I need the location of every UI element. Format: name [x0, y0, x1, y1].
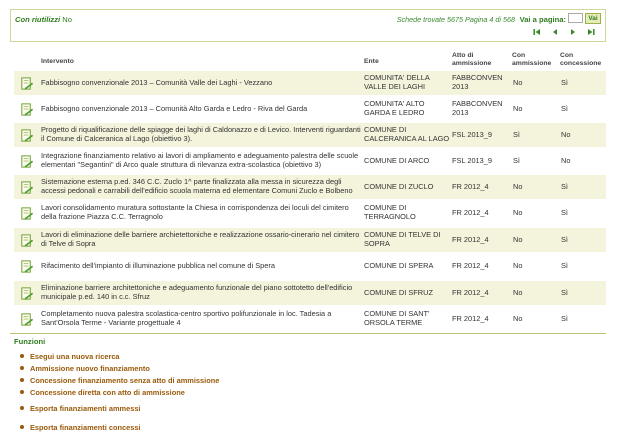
- row-action-cell: [16, 97, 36, 121]
- table-row: [14, 71, 606, 95]
- cell-ente: COMUNE DI SPERA: [364, 260, 434, 270]
- cell-con-concessione: Sì: [561, 313, 568, 323]
- row-action-cell: [16, 254, 36, 278]
- cell-con-concessione: Sì: [561, 77, 568, 87]
- filter-summary: [15, 15, 72, 24]
- column-header-ente: Ente: [364, 58, 379, 65]
- cell-intervento: Integrazione finanziamento relativo ai lavori di ampliamento e adeguamento palestra delle scuole elementari "Segantini" di Arco quale struttura di rilevanza extra-scolastica (obiettivo 3): [41, 151, 359, 169]
- cell-atto: FR 2012_4: [452, 260, 489, 270]
- cell-ente: COMUNE DI CALCERANICA AL LAGO: [364, 125, 450, 143]
- cell-con-ammissione: Sì: [513, 155, 520, 165]
- cell-intervento: Lavori di eliminazione delle barriere archietettoniche e realizzazione ossario-cinerario nel cimitero di Telve di Sopra: [41, 230, 360, 248]
- row-action-cell: [16, 228, 36, 252]
- cell-atto: FR 2012_4: [452, 313, 489, 323]
- table-bottom-divider: [10, 333, 606, 334]
- cell-atto: FR 2012_4: [452, 207, 489, 217]
- link-esporta-ammessi[interactable]: Esporta finanziamenti ammessi: [30, 404, 141, 413]
- cell-con-ammissione: No: [513, 260, 523, 270]
- edit-document-icon[interactable]: [19, 312, 34, 327]
- cell-con-concessione: Sì: [561, 260, 568, 270]
- cell-ente: COMUNE DI TELVE DI SOPRA: [364, 230, 441, 248]
- table-row: [14, 254, 606, 278]
- cell-atto: FR 2012_4: [452, 181, 489, 191]
- cell-con-ammissione: No: [513, 207, 523, 217]
- filter-label: Con riutilizzi: [15, 15, 61, 24]
- cell-atto: FABBCONVEN 2013: [452, 73, 503, 91]
- table-row: [14, 281, 606, 305]
- row-action-cell: [16, 201, 36, 225]
- pager-nav: [533, 28, 595, 36]
- cell-ente: COMUNE DI SFRUZ: [364, 287, 433, 297]
- cell-ente: COMUNITA' DELLA VALLE DEI LAGHI: [364, 73, 430, 91]
- goto-page-button[interactable]: Vai: [585, 13, 601, 24]
- cell-atto: FR 2012_4: [452, 287, 489, 297]
- prev-page-icon[interactable]: [551, 28, 559, 36]
- cell-con-ammissione: No: [513, 103, 523, 113]
- edit-document-icon[interactable]: [19, 128, 34, 143]
- cell-con-ammissione: No: [513, 77, 523, 87]
- cell-intervento: Completamento nuova palestra scolastica-centro sportivo polifunzionale in loc. Tadesia a Sant'Orsola Terme - Variante progettuale 4: [41, 309, 332, 327]
- link-concessione-diretta[interactable]: Concessione diretta con atto di ammissione: [30, 388, 185, 397]
- filter-value: No: [62, 15, 72, 24]
- link-concessione-senza-atto[interactable]: Concessione finanziamento senza atto di ammissione: [30, 376, 220, 385]
- funzioni-title: Funzioni: [14, 337, 46, 346]
- column-header-atto: Atto di ammissione: [452, 52, 492, 68]
- row-action-cell: [16, 123, 36, 147]
- cell-intervento: Progetto di riqualificazione delle spiagge dei laghi di Caldonazzo e di Levico. Interventi riguardanti il Comune di Calceranica al Lago (obiettivo 3).: [41, 125, 361, 143]
- cell-atto: FSL 2013_9: [452, 129, 492, 139]
- table-row: [14, 123, 606, 147]
- goto-page-label: Vai a pagina:: [519, 15, 566, 24]
- cell-ente: COMUNE DI ARCO: [364, 155, 430, 165]
- link-esporta-concessi[interactable]: Esporta finanziamenti concessi: [30, 423, 141, 432]
- search-summary-box: [10, 9, 606, 42]
- table-row: [14, 228, 606, 252]
- cell-atto: FABBCONVEN 2013: [452, 99, 503, 117]
- cell-con-ammissione: Sì: [513, 129, 520, 139]
- cell-con-concessione: Sì: [561, 181, 568, 191]
- table-row: [14, 149, 606, 173]
- cell-con-concessione: Sì: [561, 287, 568, 297]
- edit-document-icon[interactable]: [19, 259, 34, 274]
- cell-intervento: Sistemazione esterna p.ed. 346 C.C. Zuclo 1^ parte finalizzata alla messa in sicurezza degli accessi pedonali e carrabili dell'edificio scuola materna ed elementare Comuni Zuclo e Bolbeno: [41, 177, 353, 195]
- edit-document-icon[interactable]: [19, 102, 34, 117]
- row-action-cell: [16, 175, 36, 199]
- table-row: [14, 201, 606, 225]
- table-row: [14, 307, 606, 331]
- goto-page-input[interactable]: [568, 13, 583, 23]
- column-header-intervento: Intervento: [41, 58, 74, 65]
- cell-ente: COMUNE DI TERRAGNOLO: [364, 203, 416, 221]
- edit-document-icon[interactable]: [19, 286, 34, 301]
- cell-con-concessione: No: [561, 155, 571, 165]
- edit-document-icon[interactable]: [19, 76, 34, 91]
- column-header-con-ammissione: Con ammissione: [512, 52, 552, 68]
- last-page-icon[interactable]: [587, 28, 595, 36]
- cell-ente: COMUNE DI ZUCLO: [364, 181, 434, 191]
- cell-atto: FR 2012_4: [452, 234, 489, 244]
- edit-document-icon[interactable]: [19, 180, 34, 195]
- cell-con-concessione: Sì: [561, 234, 568, 244]
- first-page-icon[interactable]: [533, 28, 541, 36]
- next-page-icon[interactable]: [569, 28, 577, 36]
- cell-ente: COMUNITA' ALTO GARDA E LEDRO: [364, 99, 425, 117]
- cell-con-concessione: Sì: [561, 207, 568, 217]
- row-action-cell: [16, 149, 36, 173]
- cell-intervento: Fabbisogno convenzionale 2013 – Comunità Alto Garda e Ledro - Riva del Garda: [41, 103, 308, 113]
- cell-con-ammissione: No: [513, 181, 523, 191]
- row-action-cell: [16, 71, 36, 95]
- cell-con-ammissione: No: [513, 234, 523, 244]
- edit-document-icon[interactable]: [19, 154, 34, 169]
- cell-con-ammissione: No: [513, 287, 523, 297]
- edit-document-icon[interactable]: [19, 206, 34, 221]
- edit-document-icon[interactable]: [19, 233, 34, 248]
- row-action-cell: [16, 307, 36, 331]
- cell-intervento: Rifacimento dell'impianto di illuminazione pubblica nel comune di Spera: [41, 260, 275, 270]
- link-nuova-ricerca[interactable]: Esegui una nuova ricerca: [30, 352, 120, 361]
- cell-intervento: Eliminazione barriere architettoniche e adeguamento funzionale del piano sottotetto dell'edificio municipale p.ed. 140 in c.c. Sfruz: [41, 283, 353, 301]
- cell-atto: FSL 2013_9: [452, 155, 492, 165]
- cell-ente: COMUNE DI SANT' ORSOLA TERME: [364, 309, 430, 327]
- cell-con-concessione: Sì: [561, 103, 568, 113]
- cell-con-ammissione: No: [513, 313, 523, 323]
- pager-info: Schede trovate 5675 Pagina 4 di 568: [396, 15, 515, 24]
- link-ammissione-nuovo-finanziamento[interactable]: Ammissione nuovo finanziamento: [30, 364, 150, 373]
- column-header-con-concessione: Con concessione: [560, 52, 602, 68]
- cell-intervento: Lavori consolidamento muratura sottostante la Chiesa in corrispondenza dei loculi del cimitero della frazione Piazza C.C. Terragnolo: [41, 203, 349, 221]
- table-row: [14, 97, 606, 121]
- cell-intervento: Fabbisogno convenzionale 2013 – Comunità Valle dei Laghi - Vezzano: [41, 77, 273, 87]
- table-row: [14, 175, 606, 199]
- cell-con-concessione: No: [561, 129, 571, 139]
- row-action-cell: [16, 281, 36, 305]
